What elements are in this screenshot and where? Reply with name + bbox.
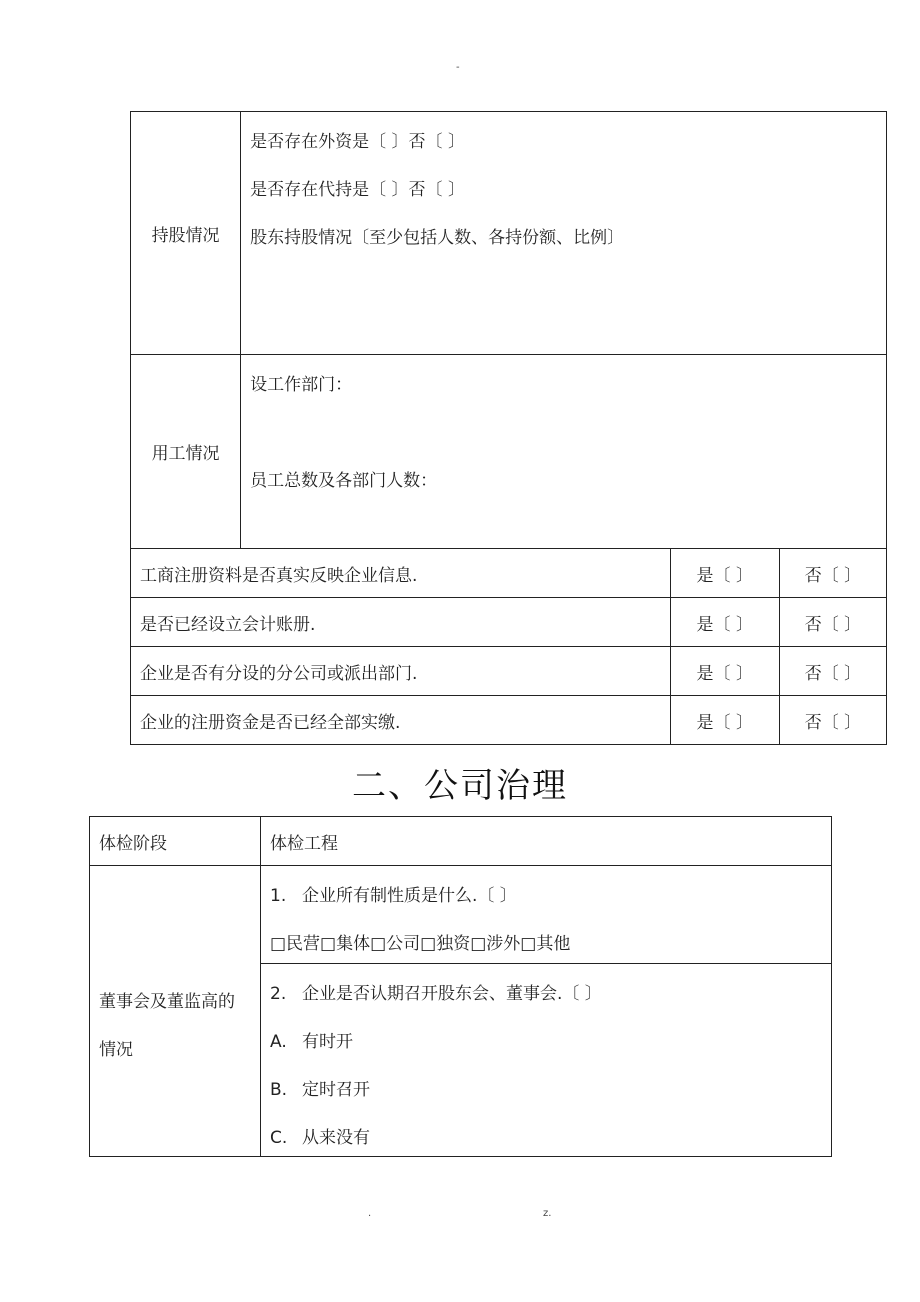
check-yes-option[interactable]: 是〔 〕 bbox=[670, 696, 779, 745]
question-2 bbox=[270, 979, 602, 1004]
employment-label: 用工情况 bbox=[131, 355, 241, 549]
question-text: 企业是否认期召开股东会、董事会.〔 〕 bbox=[302, 984, 602, 1004]
option-text: 有时开 bbox=[302, 1032, 353, 1052]
check-no-option[interactable]: 否〔 〕 bbox=[779, 598, 886, 647]
stage-cell bbox=[90, 866, 261, 1157]
question-1 bbox=[270, 881, 517, 906]
check-row bbox=[131, 647, 887, 696]
governance-table bbox=[89, 816, 832, 1157]
department-line: 设工作部门： bbox=[250, 375, 353, 395]
check-text: 企业的注册资金是否已经全部实缴. bbox=[131, 696, 671, 745]
question-1-cell bbox=[261, 866, 832, 964]
check-row bbox=[131, 696, 887, 745]
option-letter: C. bbox=[270, 1128, 288, 1148]
shareholding-row bbox=[131, 112, 887, 355]
footer-right-mark: z. bbox=[543, 1208, 552, 1219]
check-row bbox=[131, 549, 887, 598]
shareholding-content bbox=[241, 112, 887, 355]
proxy-holding-line: 是否存在代持是〔 〕否〔 〕 bbox=[250, 180, 465, 200]
check-yes-option[interactable]: 是〔 〕 bbox=[670, 647, 779, 696]
staff-count-line: 员工总数及各部门人数： bbox=[250, 471, 438, 491]
question-1-options: □民营□集体□公司□独资□涉外□其他 bbox=[270, 934, 571, 954]
option-c bbox=[270, 1123, 370, 1148]
check-yes-option[interactable]: 是〔 〕 bbox=[670, 598, 779, 647]
check-no-option[interactable]: 否〔 〕 bbox=[779, 696, 886, 745]
employment-row bbox=[131, 355, 887, 549]
stage-name: 董事会及董监高的情况 bbox=[99, 992, 235, 1060]
check-yes-option[interactable]: 是〔 〕 bbox=[670, 549, 779, 598]
question-number: 1. bbox=[270, 886, 287, 906]
question-2-cell bbox=[261, 964, 832, 1157]
footer-left-mark: . bbox=[368, 1208, 372, 1219]
employment-content bbox=[241, 355, 887, 549]
option-text: 从来没有 bbox=[302, 1128, 370, 1148]
check-no-option[interactable]: 否〔 〕 bbox=[779, 549, 886, 598]
stage-column-header: 体检阶段 bbox=[90, 817, 261, 866]
header-row bbox=[90, 817, 832, 866]
shareholding-label: 持股情况 bbox=[131, 112, 241, 355]
check-no-option[interactable]: 否〔 〕 bbox=[779, 647, 886, 696]
option-a bbox=[270, 1027, 353, 1052]
shareholder-detail-line: 股东持股情况〔至少包括人数、各持份额、比例〕 bbox=[250, 228, 625, 248]
option-b bbox=[270, 1075, 370, 1100]
option-text: 定时召开 bbox=[302, 1080, 370, 1100]
enterprise-info-table bbox=[130, 111, 887, 745]
question-text: 企业所有制性质是什么.〔 〕 bbox=[302, 886, 517, 906]
option-letter: B. bbox=[270, 1080, 288, 1100]
question-row bbox=[90, 866, 832, 964]
header-mark: - bbox=[456, 62, 460, 73]
check-row bbox=[131, 598, 887, 647]
question-number: 2. bbox=[270, 984, 287, 1004]
check-text: 工商注册资料是否真实反映企业信息. bbox=[131, 549, 671, 598]
section-title: 二、公司治理 bbox=[352, 766, 568, 806]
items-column-header: 体检工程 bbox=[261, 817, 832, 866]
foreign-capital-line: 是否存在外资是〔 〕否〔 〕 bbox=[250, 132, 465, 152]
check-text: 企业是否有分设的分公司或派出部门. bbox=[131, 647, 671, 696]
option-letter: A. bbox=[270, 1032, 287, 1052]
check-text: 是否已经设立会计账册. bbox=[131, 598, 671, 647]
